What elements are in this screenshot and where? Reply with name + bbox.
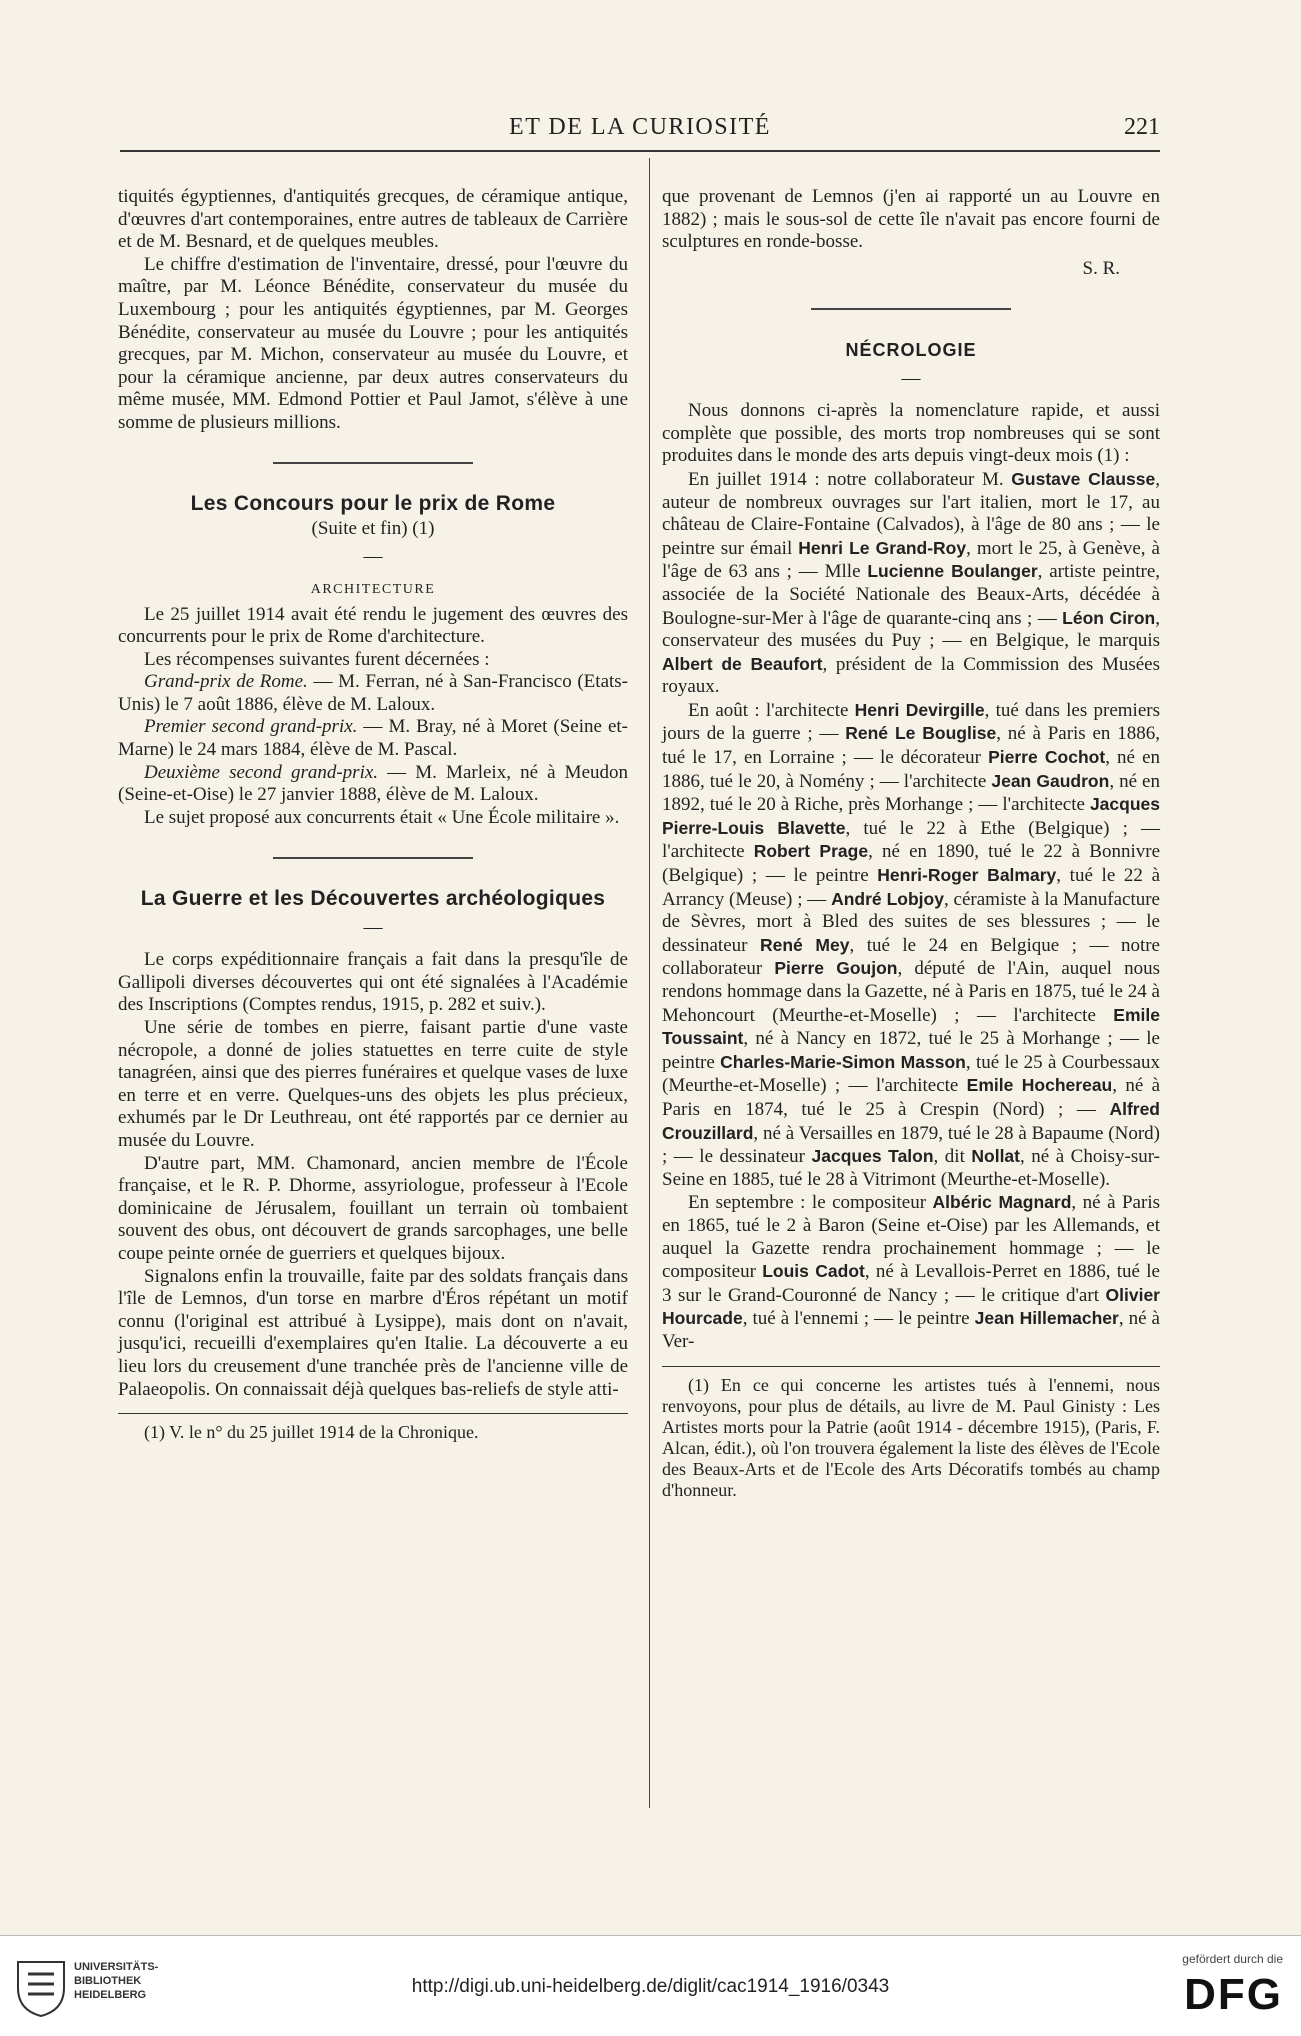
- person-name: Pierre Goujon: [774, 958, 898, 979]
- person-name: Léon Ciron: [1062, 607, 1156, 628]
- person-name: Gustave Clausse: [1011, 468, 1156, 489]
- text: , né à Nancy en 1872, tué le 25 à Morhange ; — le peintre: [662, 1028, 1160, 1073]
- text: En juillet 1914 : notre collaborateur M.: [688, 468, 1012, 490]
- paragraph: [662, 1191, 1160, 1353]
- running-title: ET DE LA CURIOSITÉ: [509, 114, 771, 140]
- signature: S. R.: [1082, 257, 1120, 279]
- prize-label: Premier second grand-prix.: [144, 716, 358, 738]
- text: , né à Levallois-Perret en 1886, tué le 3 sur le Grand-Couronné de Nancy ; — le critique d'art: [662, 1261, 1160, 1306]
- text: , conservateur des musées du Puy ; — en Belgique, le marquis: [662, 607, 1160, 652]
- paragraph: Le sujet proposé aux concurrents était « Une École militaire ».: [144, 806, 620, 828]
- text: , député de l'Ain, auquel nous rendons hommage dans la Gazette, né à Paris en 1875, tué le 24 à Mehoncourt (Meurthe-et-Moselle) ; — l'architecte: [662, 958, 1160, 1026]
- paragraph: Les récompenses suivantes furent décernées :: [144, 648, 490, 670]
- paragraph: Le 25 juillet 1914 avait été rendu le jugement des œuvres des concurrents pour le prix de Rome d'architecture.: [118, 603, 628, 648]
- paragraph: [118, 671, 628, 716]
- text: , né à Paris en 1886, tué le 17, en Lorraine ; — le décorateur: [662, 723, 1160, 769]
- viewer-footer: [0, 1935, 1301, 2036]
- person-name: André Lobjoy: [831, 888, 944, 909]
- column-divider: [649, 158, 650, 1808]
- prize-text: — M. Marleix, né à Meudon (Seine-et-Oise) le 27 janvier 1888, élève de M. Laloux.: [118, 761, 629, 806]
- person-name: Henri Le Grand-Roy: [798, 537, 967, 558]
- person-name: René Le Bouglise: [845, 723, 997, 744]
- paragraph: [662, 699, 1160, 1191]
- paragraph: tiquités égyptiennes, d'antiquités grecques, de céramique antique, d'œuvres d'art contemporaines, entre autres de tableaux de Carrière et de M. Besnard, et de quelques meubles.: [118, 186, 628, 253]
- library-name-line: UNIVERSITÄTS-: [74, 1961, 159, 1973]
- ornament-divider: [118, 453, 628, 476]
- person-name: Jean Hillemacher: [974, 1308, 1119, 1329]
- text: , né à Versailles en 1879, tué le 28 à Bapaume (Nord) ; — le dessinateur: [662, 1122, 1160, 1168]
- section-dash: —: [363, 546, 383, 568]
- person-name: Louis Cadot: [762, 1261, 865, 1282]
- person-name: Henri Devirgille: [854, 699, 985, 720]
- prize-text: — M. Bray, né à Moret (Seine et-Marne) le 24 mars 1884, élève de M. Pascal.: [118, 716, 628, 761]
- person-name: Albéric Magnard: [932, 1192, 1072, 1213]
- text: , président de la Commission des Musées royaux.: [662, 653, 1160, 698]
- section-title: Les Concours pour le prix de Rome: [190, 492, 556, 516]
- person-name: Jacques Talon: [811, 1146, 934, 1167]
- text: , né à Choisy-sur-Seine en 1885, tué le 28 à Vitrimont (Meurthe-et-Moselle).: [662, 1146, 1160, 1190]
- source-url-link[interactable]: http://digi.ub.uni-heidelberg.de/diglit/cac1914_1916/0343: [411, 1976, 890, 1997]
- dfg-logo: DFG: [1184, 1970, 1283, 2019]
- text: En août : l'architecte: [688, 699, 855, 721]
- person-name: Alfred Crouzillard: [662, 1098, 1160, 1143]
- text: , né en 1892, tué le 20 à Riche, près Morhange ; — l'architecte: [662, 770, 1160, 816]
- paragraph: Nous donnons ci-après la nomenclature rapide, et aussi complète que possible, des morts trop nombreuses qui se sont produites dans le monde des arts depuis vingt-deux mois (1) :: [662, 400, 1160, 467]
- section-title: La Guerre et les Découvertes archéologiques: [140, 887, 606, 911]
- prize-label: Grand-prix de Rome.: [144, 671, 308, 693]
- text: En septembre : le compositeur: [688, 1192, 933, 1214]
- funding-label: gefördert durch die: [1182, 1952, 1283, 1966]
- person-name: Robert Prage: [753, 841, 869, 862]
- text: , tué le 22 à Arrancy (Meuse) ; —: [662, 865, 1161, 910]
- section-title: NÉCROLOGIE: [845, 339, 977, 360]
- paragraph: [662, 468, 1160, 699]
- paragraph: Le corps expéditionnaire français a fait dans la presqu'île de Gallipoli diverses découvertes qui ont été signalées à l'Académie des Inscriptions (Comptes rendus, 1915, p. 282 et suiv.).: [118, 949, 628, 1016]
- library-name-line: BIBLIOTHEK: [74, 1975, 142, 1987]
- paragraph: Le chiffre d'estimation de l'inventaire, dressé, pour l'œuvre du maître, par M. Léonce Bénédite, conservateur du musée du Luxembourg ; pour les antiquités égyptiennes, par M. Georges Bénédite, conservateur au musée du Louvre ; pour les antiquités grecques, par M. Michon, conservateur au musée du Louvre, et pour la céramique ancienne, par deux autres conservateurs du même musée, MM. Edmond Pottier et Paul Jamot, s'élève à une somme de plusieurs millions.: [118, 253, 628, 433]
- person-name: Lucienne Boulanger: [867, 561, 1038, 582]
- person-name: Jacques Pierre-Louis Blavette: [662, 794, 1160, 838]
- text: , tué le 22 à Ethe (Belgique) ; — l'architecte: [662, 817, 1160, 863]
- ornament-divider: [662, 298, 1160, 321]
- text: , dit: [933, 1146, 972, 1168]
- page-number: 221: [1124, 114, 1160, 140]
- text: , tué le 24 en Belgique ; — notre collaborateur: [662, 934, 1160, 980]
- section-dash: —: [901, 367, 921, 389]
- person-name: René Mey: [759, 934, 850, 955]
- person-name: Emile Toussaint: [662, 1004, 1160, 1049]
- left-column: [118, 186, 628, 1443]
- footnote: (1) V. le n° du 25 juillet 1914 de la Chronique.: [144, 1422, 479, 1443]
- person-name: Charles-Marie-Simon Masson: [720, 1051, 966, 1072]
- paragraph: [118, 762, 628, 807]
- prize-label: Deuxième second grand-prix.: [144, 761, 379, 783]
- footnote: (1) En ce qui concerne les artistes tués à l'ennemi, nous renvoyons, pour plus de détails, au livre de M. Paul Ginisty : Les Artistes morts pour la Patrie (août 1914 - décembre 1915), (Paris, F. Alcan, édit.), où l'on trouvera également la liste des élèves de l'Ecole des Beaux-Arts et de l'Ecole des Arts Décoratifs tombés au champ d'honneur.: [662, 1374, 1160, 1500]
- paragraph: D'autre part, MM. Chamonard, ancien membre de l'École française, et le R. P. Dhorme, assyriologue, professeur à l'Ecole dominicaine de Jérusalem, fouillant un terrain où tombaient souvent des obus, ont découvert de grands sarcophages, une belle coupe peinte ornée de guerriers et quelques bijoux.: [118, 1152, 628, 1264]
- header-rule: [120, 150, 1160, 152]
- paragraph: Signalons enfin la trouvaille, faite par des soldats français dans l'île de Lemnos, d'un torse en marbre d'Éros répétant un motif connu (l'original est attribué à Lysippe), mais dont on n'avait, jusqu'ici, recueilli d'exemplaires qu'en Italie. La découverte a eu lieu lors du creusement d'une tranchée près de l'ancienne ville de Palaeopolis. On connaissait déjà quelques bas-reliefs de style atti-: [118, 1265, 628, 1400]
- ornament-divider: [118, 847, 628, 870]
- paragraph: [118, 716, 628, 761]
- person-name: Jean Gaudron: [991, 770, 1110, 791]
- text: , tué à l'ennemi ; — le peintre: [742, 1308, 975, 1330]
- library-name-line: HEIDELBERG: [74, 1989, 147, 2001]
- person-name: Olivier Hourcade: [662, 1284, 1160, 1329]
- person-name: Albert de Beaufort: [662, 653, 823, 674]
- footnote-rule: [662, 1366, 1160, 1367]
- person-name: Pierre Cochot: [988, 747, 1106, 768]
- running-header: [120, 112, 1160, 152]
- text: , mort le 25, à Genève, à l'âge de 63 ans ; — Mlle: [662, 537, 1160, 583]
- right-column: [662, 186, 1160, 1501]
- subsection-label: ARCHITECTURE: [310, 581, 436, 597]
- text: , auteur de nombreux ouvrages sur l'art italien, mort le 17, au château de Claire-Fontaine (Calvados), à l'âge de 80 ans ; — le peintre sur émail: [662, 468, 1160, 559]
- text: , tué dans les premiers jours de la guerre ; —: [662, 699, 1160, 745]
- paragraph: Une série de tombes en pierre, faisant partie d'une vaste nécropole, a donné de jolies statuettes en terre cuite de style tanagréen, ainsi que des pierres funéraires et quelque vases de luxe en terre et en verre. Quelques-uns des objets les plus précieux, exhumés par le Dr Leuthreau, ont été rapportés par ce dernier au musée du Louvre.: [118, 1017, 628, 1151]
- text: , né à Paris en 1865, tué le 2 à Baron (Seine et-Oise) par les Allemands, et auquel la Gazette rendra prochainement hommage ; — le compositeur: [662, 1192, 1160, 1283]
- section-dash: —: [363, 916, 383, 938]
- footnote-rule: [118, 1413, 628, 1414]
- text: , né à Paris en 1874, tué le 25 à Crespin (Nord) ; —: [662, 1075, 1160, 1120]
- person-name: Emile Hochereau: [966, 1075, 1113, 1096]
- text: , né en 1886, tué le 20, à Nomény ; — l'architecte: [662, 747, 1161, 792]
- text: , artiste peintre, associée de la Société Nationale des Beaux-Arts, décédée à Boulogne-sur-Mer à l'âge de quarante-cinq ans ; —: [662, 561, 1160, 629]
- paragraph: que provenant de Lemnos (j'en ai rapporté un au Louvre en 1882) ; mais le sous-sol de cette île n'avait pas encore fourni de sculptures en ronde-bosse.: [662, 186, 1160, 253]
- text: , né en 1890, tué le 22 à Bonnivre (Belgique) ; — le peintre: [662, 841, 1161, 887]
- section-subtitle: (Suite et fin) (1): [311, 517, 435, 539]
- text: , tué le 25 à Courbessaux (Meurthe-et-Moselle) ; — l'architecte: [662, 1051, 1161, 1097]
- text: , né à Ver-: [662, 1308, 1160, 1352]
- person-name: Henri-Roger Balmary: [877, 865, 1057, 886]
- prize-text: — M. Ferran, né à San-Francisco (Etats-Unis) le 7 août 1886, élève de M. Laloux.: [118, 671, 629, 715]
- text: , céramiste à la Manufacture de Sèvres, mort à Bled des suites de ses blessures ; — le dessinateur: [662, 888, 1160, 956]
- person-name: Nollat: [971, 1146, 1020, 1167]
